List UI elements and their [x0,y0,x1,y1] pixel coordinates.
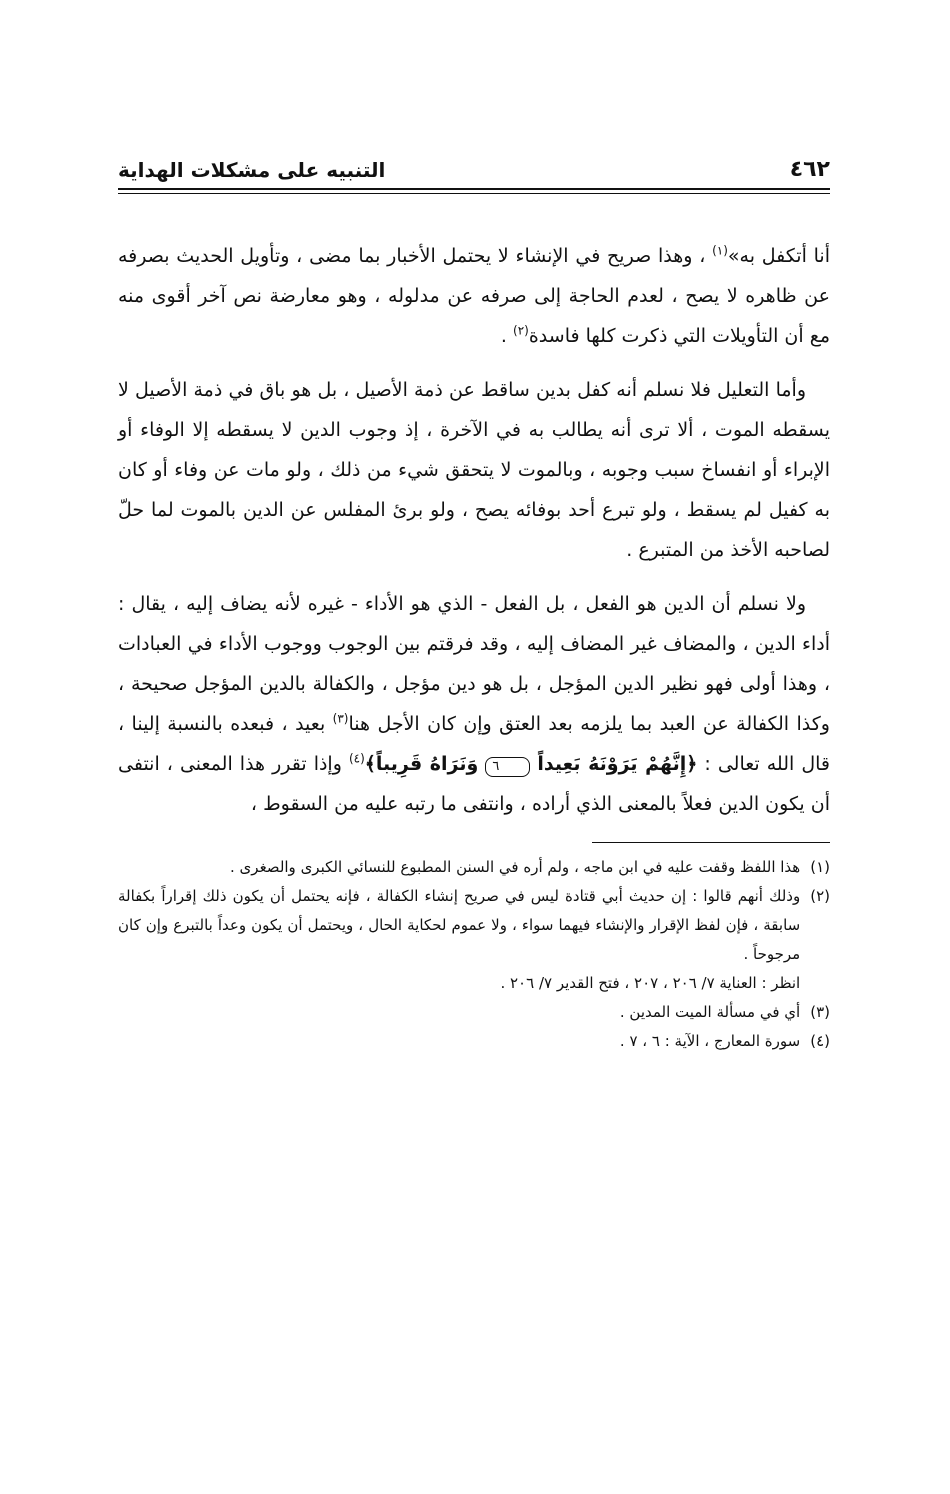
paragraph-3-text-c: وإذا تقرر هذا المعنى ، انتفى أن يكون الدين فعلاً بالمعنى الذي أراده ، وانتفى ما رتبه عليه من السقوط ، [118,753,830,815]
paragraph-1-text-b: ، وهذا صريح في الإنشاء لا يحتمل الأخبار بما مضى ، وتأويل الحديث بصرفه عن ظاهره لا يصح ، لعدم الحاجة إلى صرفه عن مدلوله ، وهو معارضة نص آخر أقوى منه مع أن التأويلات التي ذكرت كلها فاسدة [118,245,830,347]
page-number: ٤٦٢ [789,157,830,182]
running-header [118,140,830,182]
paragraph-1-text-a: أنا أتكفل به» [727,245,830,267]
paragraph-3-text-a: ولا نسلم أن الدين هو الفعل ، بل الفعل - الذي هو الأداء - غيره لأنه يضاف إليه ، يقال : أداء الدين ، والمضاف غير المضاف إليه ، وقد فرقتم بين الوجوب ووجوب الأداء في العبادات ، وهذا أولى فهو نظير الدين المؤجل ، بل هو دين مؤجل ، والكفالة بالدين المؤجل صحيحة ، وكذا الكفالة عن العبد بما يلزمه بعد العتق وإن كان الأجل هنا [118,593,830,735]
quran-verse-part-2: وَنَرَاهُ قَرِيباً﴾ [364,753,479,775]
header-rule [118,188,830,194]
footnote-4 [118,1027,830,1056]
main-text [118,236,830,824]
footnote-text [118,882,800,998]
footnote-number: (١) [810,858,830,876]
footnote-line: أي في مسألة الميت المدين . [619,1003,801,1021]
ayah-number-marker: ٦ [485,757,530,777]
paragraph-3 [118,584,830,824]
paragraph-2: وأما التعليل فلا نسلم أنه كفل بدين ساقط عن ذمة الأصيل ، بل هو باق في ذمة الأصيل لا يسقطه الموت ، ألا ترى أنه يطالب به في الآخرة ، إذ وجوب الدين لا يسقطه إلا الوفاء أو الإبراء أو انفساخ سبب وجوبه ، وبالموت لا يتحقق شيء من ذلك ، ولو مات عن وفاء أو كان به كفيل لم يسقط ، ولو تبرع أحد بوفائه يصح ، ولو برئ المفلس عن الدين بالموت لما حلّ لصاحبه الأخذ من المتبرع . [118,379,830,561]
paragraph-3-text-b: بعيد ، فبعده بالنسبة إلينا ، قال الله تعالى : [118,713,831,775]
paragraph-1-text-c: . [500,325,514,347]
footnote-3 [118,998,830,1027]
footnote-ref-2: (٢) [513,323,529,338]
footnote-2 [118,882,830,998]
footnote-number: (٤) [810,1032,830,1050]
footnote-text [118,853,800,882]
footnotes [118,853,830,1056]
footnote-line: سورة المعارج ، الآية : ٦ ، ٧ . [619,1032,801,1050]
footnote-line: انظر : العناية ٧/ ٢٠٦ ، ٢٠٧ ، فتح القدير ٧/ ٢٠٦ . [500,974,801,992]
footnote-ref-1: (١) [712,243,728,258]
footnote-number: (٢) [810,887,830,905]
quran-verse-part-1: ﴿إِنَّهُمْ يَرَوْنَهُ بَعِيداً [537,753,698,775]
book-page [118,140,830,1056]
footnote-ref-3: (٣) [332,711,349,726]
footnote-text [118,1027,800,1056]
footnote-number: (٣) [810,1003,830,1021]
footnote-1 [118,853,830,882]
footnote-text [118,998,800,1027]
paragraph-1 [118,236,830,356]
footnote-line: هذا اللفظ وقفت عليه في ابن ماجه ، ولم أره في السنن المطبوع للنسائي الكبرى والصغرى . [230,858,801,876]
footnote-line: وذلك أنهم قالوا : إن حديث أبي قتادة ليس في صريح إنشاء الكفالة ، فإنه يحتمل أن يكون ذلك إقراراً بكفالة سابقة ، فإن لفظ الإقرار والإنشاء فيهما سواء ، ولا عموم لحكاية الحال ، ويحتمل أن يكون وعداً بالتبرع وإن كان مرجوحاً . [118,887,801,963]
header-title: التنبيه على مشكلات الهداية [118,158,386,182]
footnote-separator [592,842,830,843]
footnote-ref-4: (٤) [348,751,365,766]
